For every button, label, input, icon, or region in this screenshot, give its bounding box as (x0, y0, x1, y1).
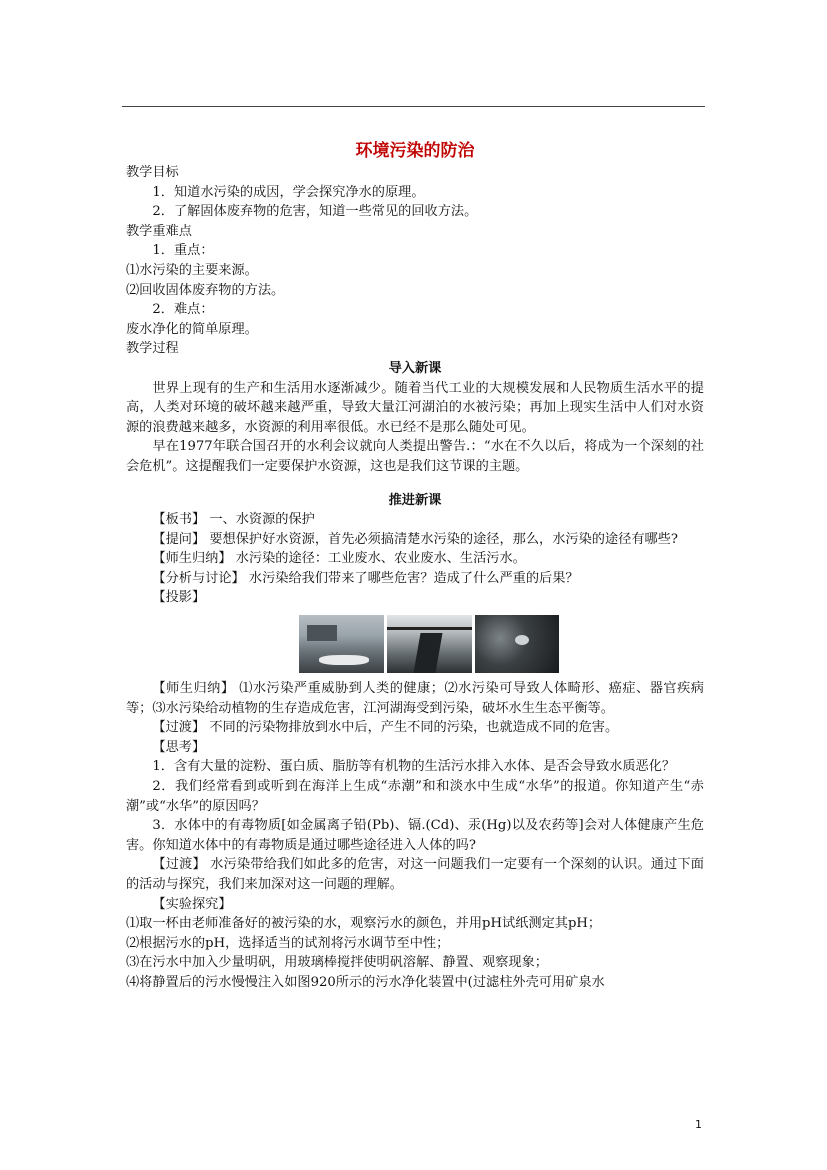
document-page (126, 139, 704, 993)
text-line: ⑴取一杯由老师准备好的被污染的水，观察污水的颜色，并用pH试纸测定其pH； (126, 916, 602, 932)
paragraph: 【投影】 (152, 590, 206, 606)
text-line: 废水净化的简单原理。 (126, 321, 258, 337)
page-number: 1 (695, 1118, 702, 1131)
projection-images (299, 615, 704, 673)
text-line: ⑵根据污水的pH，选择适当的试剂将污水调节至中性； (126, 935, 450, 951)
paragraph: 世界上现有的生产和生活用水逐渐减少。随着当代工业的大规模发展和人民物质生活水平的提高，人类对环境的破坏越来越严重，导致大量江河湖泊的水被污染；再加上现实生活中人们对水资源的浪费越来越多，水资源的利用率很低。水已经不是那么随处可见。 (126, 380, 704, 435)
paragraph: 【思考】 (152, 739, 206, 755)
objectives-block (126, 163, 704, 359)
garbage-water-photo (475, 615, 559, 673)
header-rule (122, 106, 705, 107)
text-line: 教学目标 (126, 165, 179, 180)
text-line: 教学过程 (126, 341, 179, 357)
text-line: 2．了解固体废弃物的危害，知道一些常见的回收方法。 (152, 204, 478, 220)
text-line: 2．难点： (152, 302, 214, 318)
text-line: 教学重难点 (126, 223, 192, 239)
paragraph: 2．我们经常看到或听到在海洋上生成“赤潮”和和淡水中生成“水华”的报道。你知道产生“赤潮”或“水华”的原因吗？ (126, 779, 704, 814)
paragraph: 早在1977年联合国召开的水利会议就向人类提出警告.：“水在不久以后，将成为一个深刻的社会危机”。这提醒我们一定要保护水资源，这也是我们这节课的主题。 (126, 439, 704, 474)
paragraph: 【板书】 一、水资源的保护 (152, 512, 315, 528)
paragraph: 【过渡】 不同的污染物排放到水中后，产生不同的污染，也就造成不同的危害。 (152, 720, 619, 736)
section-heading: 导入新课 (388, 360, 442, 376)
paragraph: 【师生归纳】 水污染的途径：工业废水、农业废水、生活污水。 (152, 551, 526, 567)
polluted-lake-photo (299, 615, 384, 673)
paragraph: 【实验探究】 (152, 896, 232, 912)
text-line: ⑵回收固体废弃物的方法。 (126, 282, 285, 298)
text-line: ⑶在污水中加入少量明矾，用玻璃棒搅拌使明矾溶解、静置、观察现象； (126, 955, 548, 971)
paragraph: 3．水体中的有毒物质[如金属离子铅(Pb)、镉.(Cd)、汞(Hg)以及农药等]会对人体健康产生危害。你知道水体中的有毒物质是通过哪些途径进入人体的吗? (126, 818, 704, 853)
paragraph: 【分析与讨论】 水污染给我们带来了哪些危害？造成了什么严重的后果？ (152, 570, 579, 586)
document-title: 环境污染的防治 (355, 141, 475, 161)
text-line: 1．知道水污染的成因，学会探究净水的原理。 (152, 184, 425, 200)
text-line: 1．重点： (152, 243, 214, 259)
text-line: ⑴水污染的主要来源。 (126, 262, 258, 278)
paragraph: 【过渡】 水污染带给我们如此多的危害，对这一问题我们一定要有一个深刻的认识。通过下面的活动与探究，我们来加深对这一问题的理解。 (126, 857, 704, 892)
text-line: ⑷将静置后的污水慢慢注入如图920所示的污水净化装置中(过滤柱外壳可用矿泉水 (126, 974, 605, 990)
paragraph: 1．含有大量的淀粉、蛋白质、脂肪等有机物的生活污水排入水体、是否会导致水质恶化？ (152, 759, 676, 775)
section-heading: 推进新课 (388, 492, 442, 508)
paragraph: 【师生归纳】 ⑴水污染严重威胁到人类的健康；⑵水污染可导致人体畸形、癌症、器官疾病等；⑶水污染给动植物的生存造成危害，江河湖海受到污染，破坏水生生态平衡等。 (126, 681, 704, 716)
paragraph: 【提问】 要想保护好水资源，首先必须搞清楚水污染的途径，那么，水污染的途径有哪些? (152, 531, 678, 547)
sewage-channel-photo (387, 615, 472, 673)
